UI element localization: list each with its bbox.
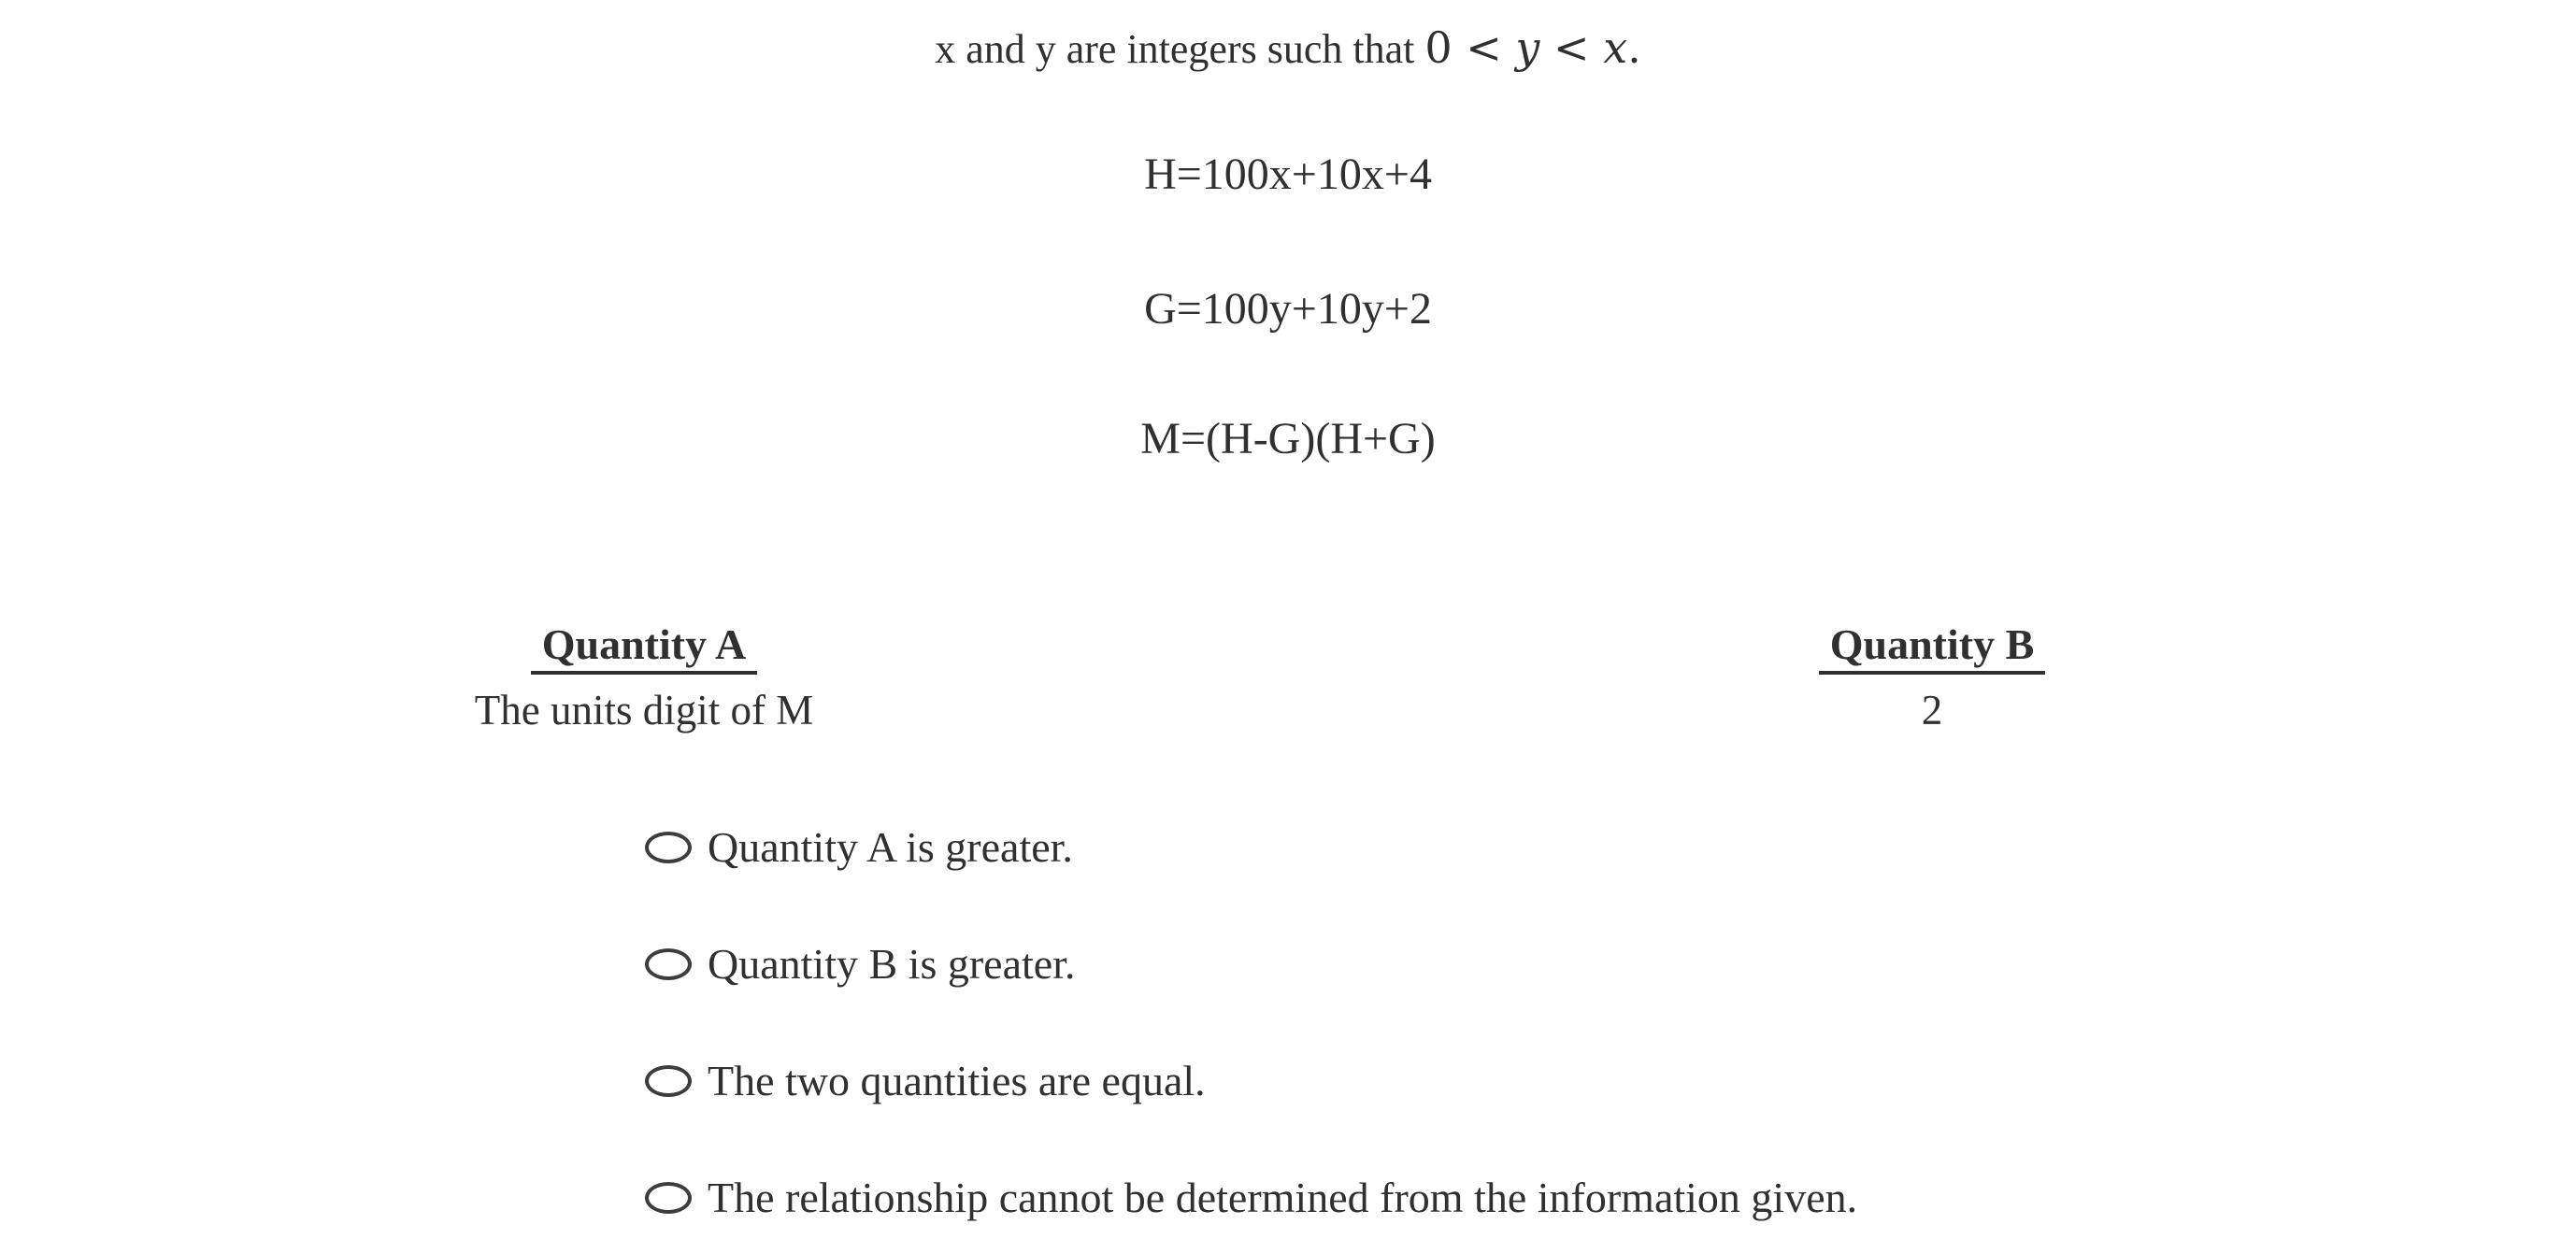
answer-choice[interactable]	[645, 1053, 1857, 1109]
quantity-b-column	[1288, 622, 2576, 733]
quantity-b-value: 2	[1921, 687, 1943, 733]
radio-oval-icon[interactable]	[645, 1182, 692, 1214]
problem-statement	[0, 22, 2576, 75]
answer-choice-label[interactable]: Quantity A is greater.	[708, 823, 1073, 871]
math-lt-sign: <	[1539, 22, 1604, 73]
answer-choice-label[interactable]: The two quantities are equal.	[708, 1057, 1206, 1104]
answer-choice-label[interactable]: The relationship cannot be determined from the information given.	[708, 1174, 1858, 1221]
answer-choice[interactable]	[645, 1170, 1857, 1226]
radio-oval-icon[interactable]	[645, 832, 692, 863]
answer-choice[interactable]	[645, 819, 1857, 876]
equation-g: G=100y+10y+2	[1144, 284, 1432, 334]
equation-h: H=100x+10x+4	[1144, 150, 1432, 199]
quantity-b-header: Quantity B	[1819, 622, 2046, 675]
quantity-a-value: The units digit of M	[474, 687, 814, 733]
quantity-a-header: Quantity A	[531, 622, 758, 675]
quantity-comparison	[0, 622, 2576, 733]
equation-m: M=(H-G)(H+G)	[1140, 414, 1436, 463]
answer-choice[interactable]	[645, 936, 1857, 992]
radio-oval-icon[interactable]	[645, 1065, 692, 1097]
math-literal-zero-lt: 0 <	[1424, 22, 1516, 73]
answer-choice-label[interactable]: Quantity B is greater.	[708, 940, 1076, 988]
answer-choices	[645, 819, 1857, 1239]
math-period: .	[1627, 22, 1641, 73]
math-var-x: x	[1603, 22, 1628, 73]
math-var-y: y	[1515, 22, 1540, 73]
quantity-a-column	[0, 622, 1288, 733]
statement-text: x and y are integers such that	[935, 26, 1425, 72]
radio-oval-icon[interactable]	[645, 948, 692, 980]
